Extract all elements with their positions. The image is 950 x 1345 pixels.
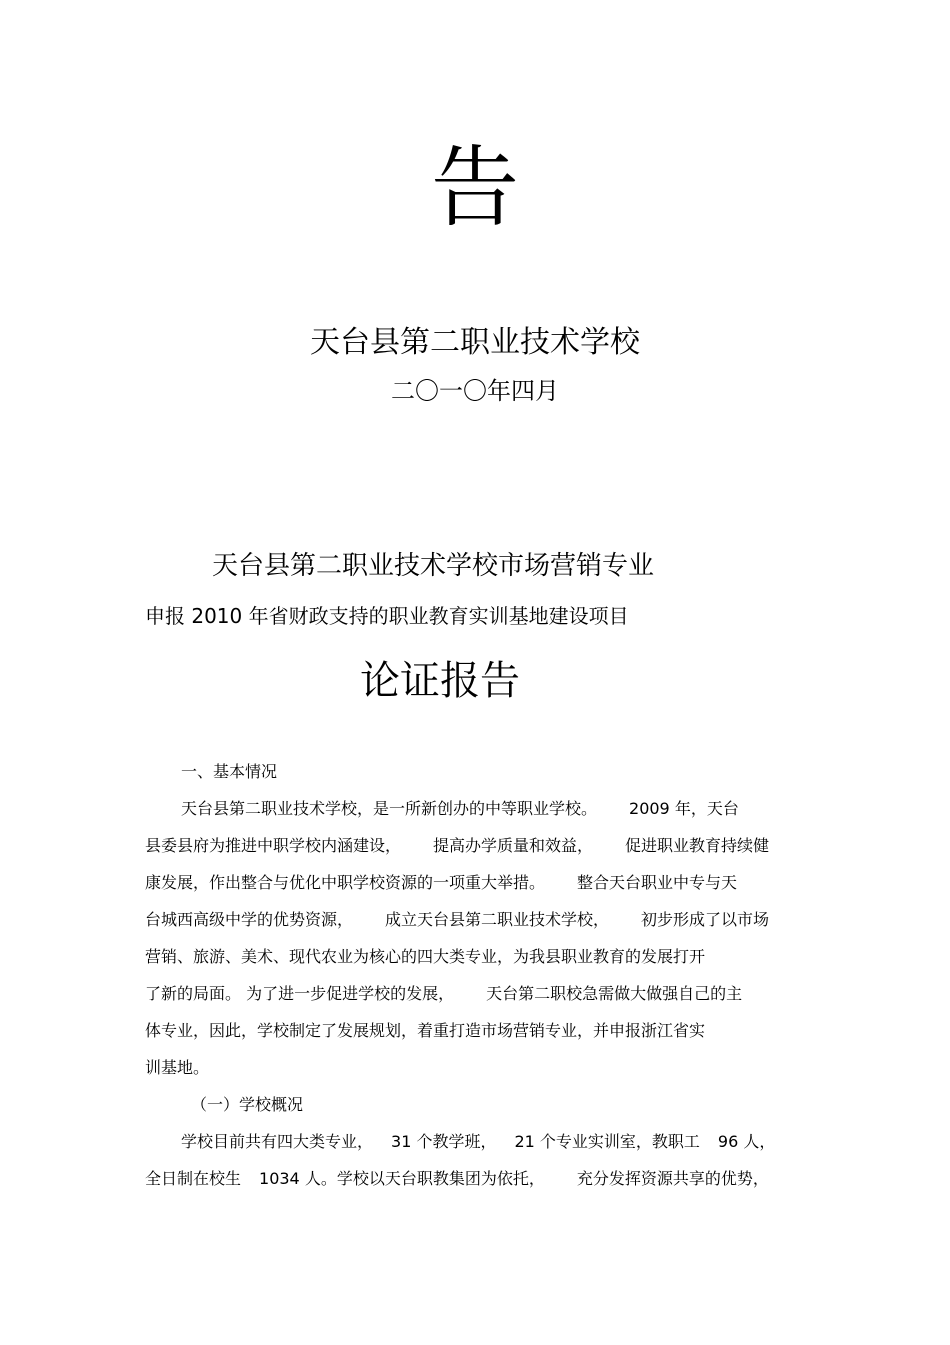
text-segment: 学校目前共有四大类专业， <box>181 1132 374 1151</box>
document-body <box>145 753 805 1197</box>
text-segment: 96 人， <box>717 1132 776 1151</box>
paragraph-line <box>145 1049 805 1086</box>
paragraph-line <box>145 864 805 901</box>
report-title-line1: 天台县第二职业技术学校市场营销专业 <box>212 551 655 581</box>
text-segment: 体专业，因此，学校制定了发展规划，着重打造市场营销专业，并申报浙江省实 <box>145 1021 706 1040</box>
school-name: 天台县第二职业技术学校 <box>310 325 640 360</box>
paragraph-line <box>145 1012 805 1049</box>
text-segment: 训基地。 <box>145 1058 210 1077</box>
text-segment: 1034 人。学校以天台职教集团为依托， <box>259 1169 545 1188</box>
text-segment: 成立天台县第二职业技术学校， <box>385 910 610 929</box>
sub-section-heading: （一）学校概况 <box>191 1095 304 1114</box>
paragraph-line <box>145 827 805 864</box>
paragraph-line <box>145 1123 805 1160</box>
paragraph-line <box>145 975 805 1012</box>
text-segment: 全日制在校生 <box>145 1169 242 1188</box>
section-heading: 一、基本情况 <box>181 762 278 781</box>
report-date: 二〇一〇年四月 <box>391 377 559 405</box>
text-segment: 整合天台职业中专与天 <box>577 873 738 892</box>
text-segment: 天台第二职校急需做大做强自己的主 <box>486 984 743 1003</box>
text-segment: 21 个专业实训室，教职工 <box>514 1132 700 1151</box>
text-segment: 31 个教学班， <box>391 1132 497 1151</box>
text-segment: 天台县第二职业技术学校，是一所新创办的中等职业学校。 <box>181 799 598 818</box>
text-segment: 台城西高级中学的优势资源， <box>145 910 354 929</box>
report-title-main: 论证报告 <box>360 658 520 704</box>
paragraph-line <box>145 938 805 975</box>
paragraph-line <box>145 790 805 827</box>
report-title-line2: 申报 2010 年省财政支持的职业教育实训基地建设项目 <box>145 604 629 628</box>
text-segment: 初步形成了以市场 <box>641 910 770 929</box>
text-segment: 康发展，作出整合与优化中职学校资源的一项重大举措。 <box>145 873 546 892</box>
paragraph-line <box>145 1160 805 1197</box>
text-segment: 2009 年，天台 <box>629 799 739 818</box>
text-segment: 促进职业教育持续健 <box>625 836 770 855</box>
text-segment: 县委县府为推进中职学校内涵建设， <box>145 836 402 855</box>
paragraph-line <box>145 901 805 938</box>
text-segment: 营销、旅游、美术、现代农业为核心的四大类专业，为我县职业教育的发展打开 <box>145 947 706 966</box>
cover-title-fragment: 告 <box>430 136 519 239</box>
text-segment: 了新的局面。 为了进一步促进学校的发展， <box>145 984 455 1003</box>
text-segment: 充分发挥资源共享的优势， <box>576 1169 769 1188</box>
text-segment: 提高办学质量和效益， <box>433 836 594 855</box>
